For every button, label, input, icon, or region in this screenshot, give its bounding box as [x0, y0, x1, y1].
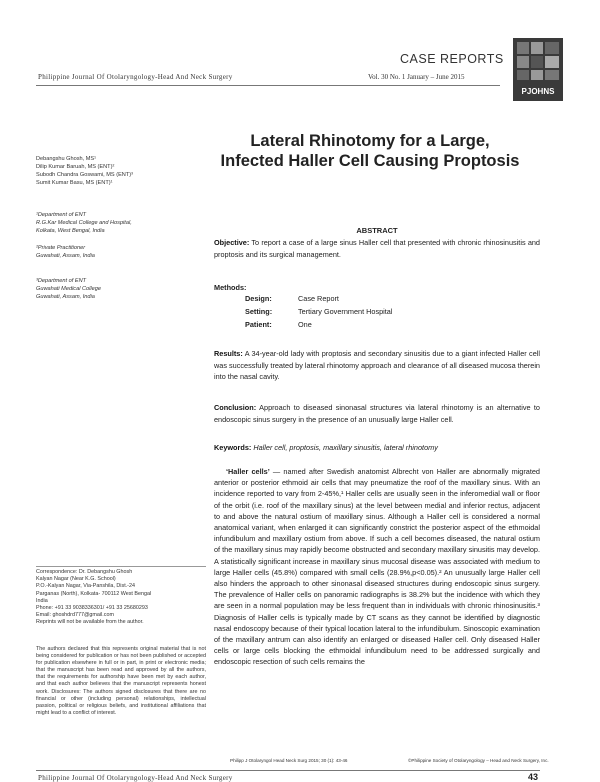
page-number: 43	[528, 772, 539, 782]
author: Subodh Chandra Goswami, MS (ENT)³	[36, 172, 133, 178]
author: Sumit Kumar Basu, MS (ENT)¹	[36, 180, 113, 186]
patient-value: One	[298, 320, 312, 329]
footer-copyright: ©Philippine Society of Otolaryngology – Head and Neck Surgery, Inc.	[408, 758, 549, 763]
volume-info: Vol. 30 No. 1 January – June 2015	[368, 73, 465, 81]
objective-text: To report a case of a large sinus Haller cell that presented with chronic rhinosinusitis and proptosis and its surgical management.	[214, 238, 540, 259]
correspondence-line: Correspondence: Dr. Debangshu Ghosh	[36, 569, 133, 575]
journal-logo	[513, 38, 563, 101]
title-line-1: Lateral Rhinotomy for a Large,	[250, 132, 490, 150]
footer-rule	[36, 770, 540, 771]
affiliation-line: ¹Department of ENT	[36, 212, 87, 218]
journal-name-footer: Philippine Journal Of Otolaryngology-Head And Neck Surgery	[38, 774, 233, 782]
keywords-text: Haller cell, proptosis, maxillary sinusitis, lateral rhinotomy	[251, 443, 438, 452]
body-paragraph	[214, 466, 540, 668]
abstract-conclusion	[214, 402, 540, 425]
affiliation-line: ²Private Practitioner	[36, 245, 86, 251]
affiliation-1	[36, 211, 206, 235]
method-patient	[245, 320, 312, 329]
title-line-2: Infected Haller Cell Causing Proptosis	[220, 152, 520, 170]
design-value: Case Report	[298, 294, 339, 303]
results-text: A 34-year-old lady with proptosis and secondary sinusitis due to a giant infected Haller cell was successfully treated by lateral rhinotomy approach and clearance of all diseased mucosa therein into the nasal cavity.	[214, 349, 540, 382]
journal-name-header: Philippine Journal Of Otolaryngology-Head And Neck Surgery	[38, 73, 233, 81]
correspondence-phone: Phone: +91 33 9038336301/ +91 33 25680293	[36, 605, 148, 612]
setting-label: Setting:	[245, 307, 273, 316]
affiliation-3	[36, 277, 206, 301]
author-list	[36, 155, 206, 187]
affiliation-line: Guwahati, Assam, India	[36, 253, 95, 259]
section-label: CASE REPORTS	[400, 52, 504, 66]
correspondence-line: Kalyan Nagar (Near K.G. School)	[36, 576, 116, 583]
method-setting	[245, 307, 393, 316]
setting-value: Tertiary Government Hospital	[298, 307, 393, 316]
affiliation-line: ³Department of ENT	[36, 278, 87, 284]
abstract-heading: ABSTRACT	[356, 226, 398, 235]
conclusion-text: Approach to diseased sinonasal structures via lateral rhinotomy is an alternative to endoscopic sinus surgery in the presence of an unusually large Haller cell.	[214, 403, 540, 424]
method-design	[245, 294, 339, 303]
objective-label: Objective:	[214, 238, 250, 247]
correspondence-line: P.O.-Kalyan Nagar, Via-Panshila, Dist.-24	[36, 583, 135, 590]
author: Dilip Kumar Baruah, MS (ENT)²	[36, 164, 115, 170]
body-lead: ‘Haller cells’	[226, 467, 270, 476]
correspondence-email: Email: ghoshdrd777@gmail.com	[36, 612, 114, 619]
keywords	[214, 442, 554, 454]
body-text: — named after Swedish anatomist Albrecht von Haller are abnormally migrated anterior or posterior ethmoid air cells that may pneumatize the roof of the maxillary sinus. With an incidence reported to vary from 2-45%,¹ Haller cells are usually seen in the inferomedial wall or floor of the orbit (i.e. roof of the maxillary sinus) at the level between medial and inferior rectus, adjacent to and above the natural ostium of maxillary sinus. Although a Haller cell is considered a normal anatomical variant, when enlarged it can significantly constrict the posterior aspect of the ethmoidal infundibulum and maxillary ostium from above. If such a cell becomes diseased, the natural ostium of the maxillary sinus may rapidly become obstructed and secondary maxillary sinusitis may develop. A statistically significant increase in maxillary sinus mucosal disease was associated with medium to large Haller cells (45.8%) compared with small cells (28.9%,p<0.05).² An unusually large Haller cell also hinders the approach to other sinonasal diseased structures during endoscopic sinus surgery. The prevalence of Haller cells on panoramic radiographs is 38.2% but the incidence with which they are seen in a normal population may be less frequent than in individuals with chronic rhinosinusitis.³ Diagnosis of Haller cells is typically made by CT scans as they cannot be identified by diagnostic nasal endoscopy because of their typical location lateral to the infundibulum. Sinoscopic examination of the maxillary antrum can also identify an enlarged or diseased Haller cell. Only diseased Haller cells or large cells blocking the ethmoidal infundibulum need to be addressed surgically and endoscopic resection of such cells remains the	[214, 467, 540, 667]
header-rule	[36, 85, 500, 86]
logo-text: PJOHNS	[521, 87, 555, 96]
affiliation-line: Kolkata, West Bengal, India	[36, 228, 105, 234]
affiliation-2	[36, 244, 206, 260]
abstract-results	[214, 348, 540, 383]
affiliation-line: Guwahati, Assam, India	[36, 294, 95, 300]
correspondence-line: Reprints will not be available from the author.	[36, 619, 144, 626]
footer-citation: Philipp J Otolaryngol Head Neck Surg 2015; 30 (1): 43-46	[230, 758, 348, 763]
correspondence-line: Parganas (North), Kolkata- 700112 West Bengal	[36, 590, 152, 597]
disclosure-statement: The authors declared that this represents original material that is not being considered for publication or has not been published or accepted for publication elsewhere in full or in part, in print or electronic media; that the manuscript has been read and approved by all the authors, that the requirements for authorship have been met by each author, and that each author believes that the manuscript represents honest work. Disclosures: The authors signed disclosures that there are no financial or other (including personal) relationships, intellectual passion, political or religious beliefs, and institutional affiliations that might lead to a conflict of interest.	[36, 646, 206, 716]
author: Debangshu Ghosh, MS¹	[36, 156, 97, 162]
keywords-label: Keywords:	[214, 443, 252, 452]
patient-label: Patient:	[245, 320, 272, 329]
methods-heading: Methods:	[214, 283, 247, 292]
article-title	[200, 131, 540, 171]
results-label: Results:	[214, 349, 243, 358]
affiliation-line: R.G.Kar Medical College and Hospital,	[36, 220, 132, 226]
correspondence-rule	[36, 566, 206, 567]
correspondence-line: India	[36, 597, 48, 604]
correspondence-block	[36, 569, 206, 627]
design-label: Design:	[245, 294, 272, 303]
affiliation-line: Guwahati Medical College	[36, 286, 101, 292]
abstract-objective	[214, 237, 540, 260]
conclusion-label: Conclusion:	[214, 403, 257, 412]
